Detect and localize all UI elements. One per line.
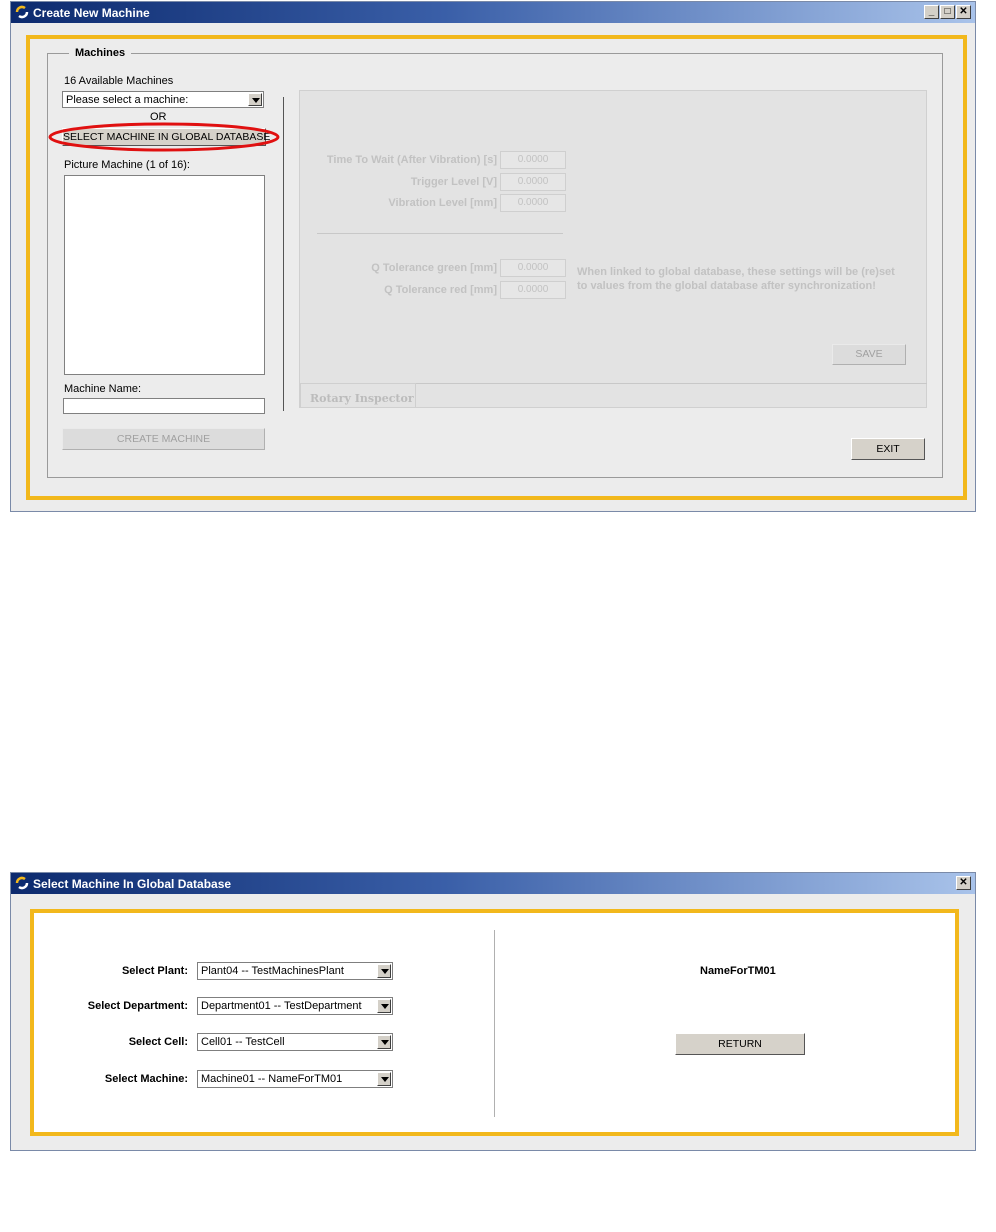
picture-label: Picture Machine (1 of 16): <box>64 159 190 171</box>
department-select-value: Department01 -- TestDepartment <box>201 1000 362 1012</box>
annotation-ellipse <box>47 121 281 153</box>
trigger-level-field[interactable]: 0.0000 <box>500 173 566 191</box>
q-tolerance-green-field[interactable]: 0.0000 <box>500 259 566 277</box>
time-to-wait-label: Time To Wait (After Vibration) [s] <box>326 154 497 166</box>
select-machine-label: Select Machine: <box>104 1073 188 1085</box>
group-title: Machines <box>69 47 131 59</box>
title-bar[interactable] <box>11 2 975 23</box>
settings-separator <box>317 233 563 234</box>
close-icon[interactable]: ✕ <box>956 876 971 890</box>
machine-name-label: Machine Name: <box>64 383 142 395</box>
or-label: OR <box>150 111 167 123</box>
time-to-wait-field[interactable]: 0.0000 <box>500 151 566 169</box>
trigger-level-label: Trigger Level [V] <box>410 176 497 188</box>
cell-select[interactable] <box>197 1033 393 1051</box>
window-title: Create New Machine <box>33 6 150 20</box>
column-divider <box>283 97 284 411</box>
machine-name-input[interactable] <box>63 398 265 414</box>
machine-select-value: Machine01 -- NameForTM01 <box>201 1073 343 1085</box>
plant-select[interactable] <box>197 962 393 980</box>
sync-note-line2: to values from the global database after synchronization! <box>577 280 876 292</box>
dropdown-arrow-icon[interactable] <box>377 999 391 1013</box>
dropdown-arrow-icon[interactable] <box>377 1072 391 1086</box>
tab-strip-line <box>416 383 927 384</box>
select-machine-global-window <box>10 872 976 1151</box>
sync-note-line1: When linked to global database, these settings will be (re)set <box>577 266 895 278</box>
minimize-icon[interactable]: _ <box>924 5 939 19</box>
q-tolerance-green-label: Q Tolerance green [mm] <box>371 262 497 274</box>
tab-label: Rotary Inspector <box>310 392 414 405</box>
app-icon <box>15 876 29 890</box>
dropdown-arrow-icon[interactable] <box>248 93 262 106</box>
department-select[interactable] <box>197 997 393 1015</box>
column-divider <box>494 930 495 1117</box>
q-tolerance-red-field[interactable]: 0.0000 <box>500 281 566 299</box>
app-icon <box>15 5 29 19</box>
select-cell-label: Select Cell: <box>128 1036 188 1048</box>
dropdown-arrow-icon[interactable] <box>377 964 391 978</box>
create-machine-window <box>10 1 976 512</box>
available-machines-label: 16 Available Machines <box>64 75 174 87</box>
q-tolerance-red-label: Q Tolerance red [mm] <box>384 284 497 296</box>
title-bar[interactable] <box>11 873 975 894</box>
selected-machine-name: NameForTM01 <box>700 965 776 977</box>
exit-button[interactable]: EXIT <box>851 438 925 460</box>
vibration-level-field[interactable]: 0.0000 <box>500 194 566 212</box>
cell-select-value: Cell01 -- TestCell <box>201 1036 285 1048</box>
machine-select-value: Please select a machine: <box>66 94 189 106</box>
select-plant-label: Select Plant: <box>121 965 188 977</box>
plant-select-value: Plant04 -- TestMachinesPlant <box>201 965 344 977</box>
window-title: Select Machine In Global Database <box>33 877 232 891</box>
select-global-database-button[interactable]: SELECT MACHINE IN GLOBAL DATABASE <box>62 128 266 146</box>
save-button[interactable]: SAVE <box>832 344 906 365</box>
machine-select[interactable] <box>197 1070 393 1088</box>
tab-rotary-inspector[interactable] <box>300 383 416 407</box>
create-machine-button[interactable]: CREATE MACHINE <box>62 428 265 450</box>
vibration-level-label: Vibration Level [mm] <box>388 197 497 209</box>
machine-select[interactable] <box>62 91 264 108</box>
close-icon[interactable]: ✕ <box>956 5 971 19</box>
return-button[interactable]: RETURN <box>675 1033 805 1055</box>
picture-box <box>64 175 265 375</box>
select-department-label: Select Department: <box>87 1000 188 1012</box>
maximize-icon[interactable]: □ <box>940 5 955 19</box>
dropdown-arrow-icon[interactable] <box>377 1035 391 1049</box>
